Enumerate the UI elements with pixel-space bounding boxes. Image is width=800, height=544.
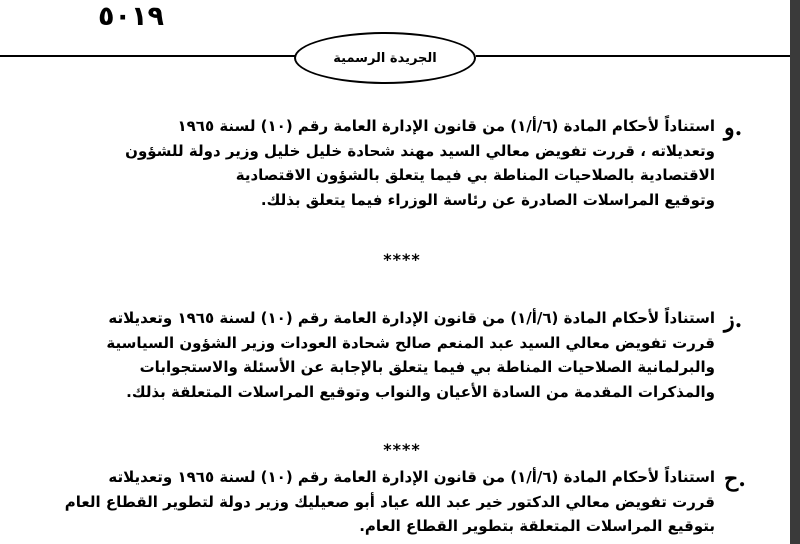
clause-letter-2: ز. — [724, 307, 743, 333]
separator-1: **** — [383, 250, 421, 269]
clause-2-line-1: استناداً لأحكام المادة (٦/أ/١) من قانون الإدارة العامة رقم (١٠) لسنة ١٩٦٥ وتعديلاته — [108, 309, 715, 327]
header-oval — [294, 32, 476, 84]
clause-letter-3: ح. — [724, 466, 746, 492]
clause-1-line-2: وتعديلاته ، قررت تفويض معالي السيد مهند شحادة خليل خليل وزير دولة للشؤون — [125, 141, 715, 160]
clause-2-line-3: والبرلمانية الصلاحيات المناطة بي فيما يتعلق بالإجابة عن الأسئلة والاستجوابات — [139, 358, 715, 376]
header-rule-left — [0, 55, 296, 57]
clause-1-line-3: الاقتصادية بالصلاحيات المناطة بي فيما يتعلق بالشؤون الاقتصادية — [235, 166, 715, 184]
clause-1-line-1: استناداً لأحكام المادة (٦/أ/١) من قانون الإدارة العامة رقم (١٠) لسنة ١٩٦٥ — [177, 117, 715, 135]
clause-2-line-2: قررت تفويض معالي السيد عبد المنعم صالح شحادة العودات وزير الشؤون السياسية — [106, 333, 715, 352]
clause-3-line-3: بتوقيع المراسلات المتعلقة بتطوير القطاع العام. — [359, 517, 715, 535]
clause-3-line-1: استناداً لأحكام المادة (٦/أ/١) من قانون الإدارة العامة رقم (١٠) لسنة ١٩٦٥ وتعديلاته — [108, 468, 715, 486]
header-rule-right — [476, 55, 790, 57]
clause-3 — [52, 465, 715, 539]
clause-3-line-2: قررت تفويض معالي الدكتور خير عبد الله عياد أبو صعيليك وزير دولة لتطوير القطاع العام — [64, 492, 715, 511]
clause-letter-1: و. — [724, 115, 743, 141]
separator-2: **** — [383, 440, 421, 459]
gazette-title: الجريدة الرسمية — [333, 50, 437, 66]
page-number: ٥٠١٩ — [98, 1, 164, 32]
viewer-edge — [790, 0, 800, 544]
clause-1-line-4: وتوقيع المراسلات الصادرة عن رئاسة الوزراء فيما يتعلق بذلك. — [260, 190, 715, 209]
clause-2-line-4: والمذكرات المقدمة من السادة الأعيان والنواب وتوقيع المراسلات المتعلقة بذلك. — [126, 382, 715, 401]
clause-2 — [52, 306, 715, 404]
clause-1 — [52, 114, 715, 212]
